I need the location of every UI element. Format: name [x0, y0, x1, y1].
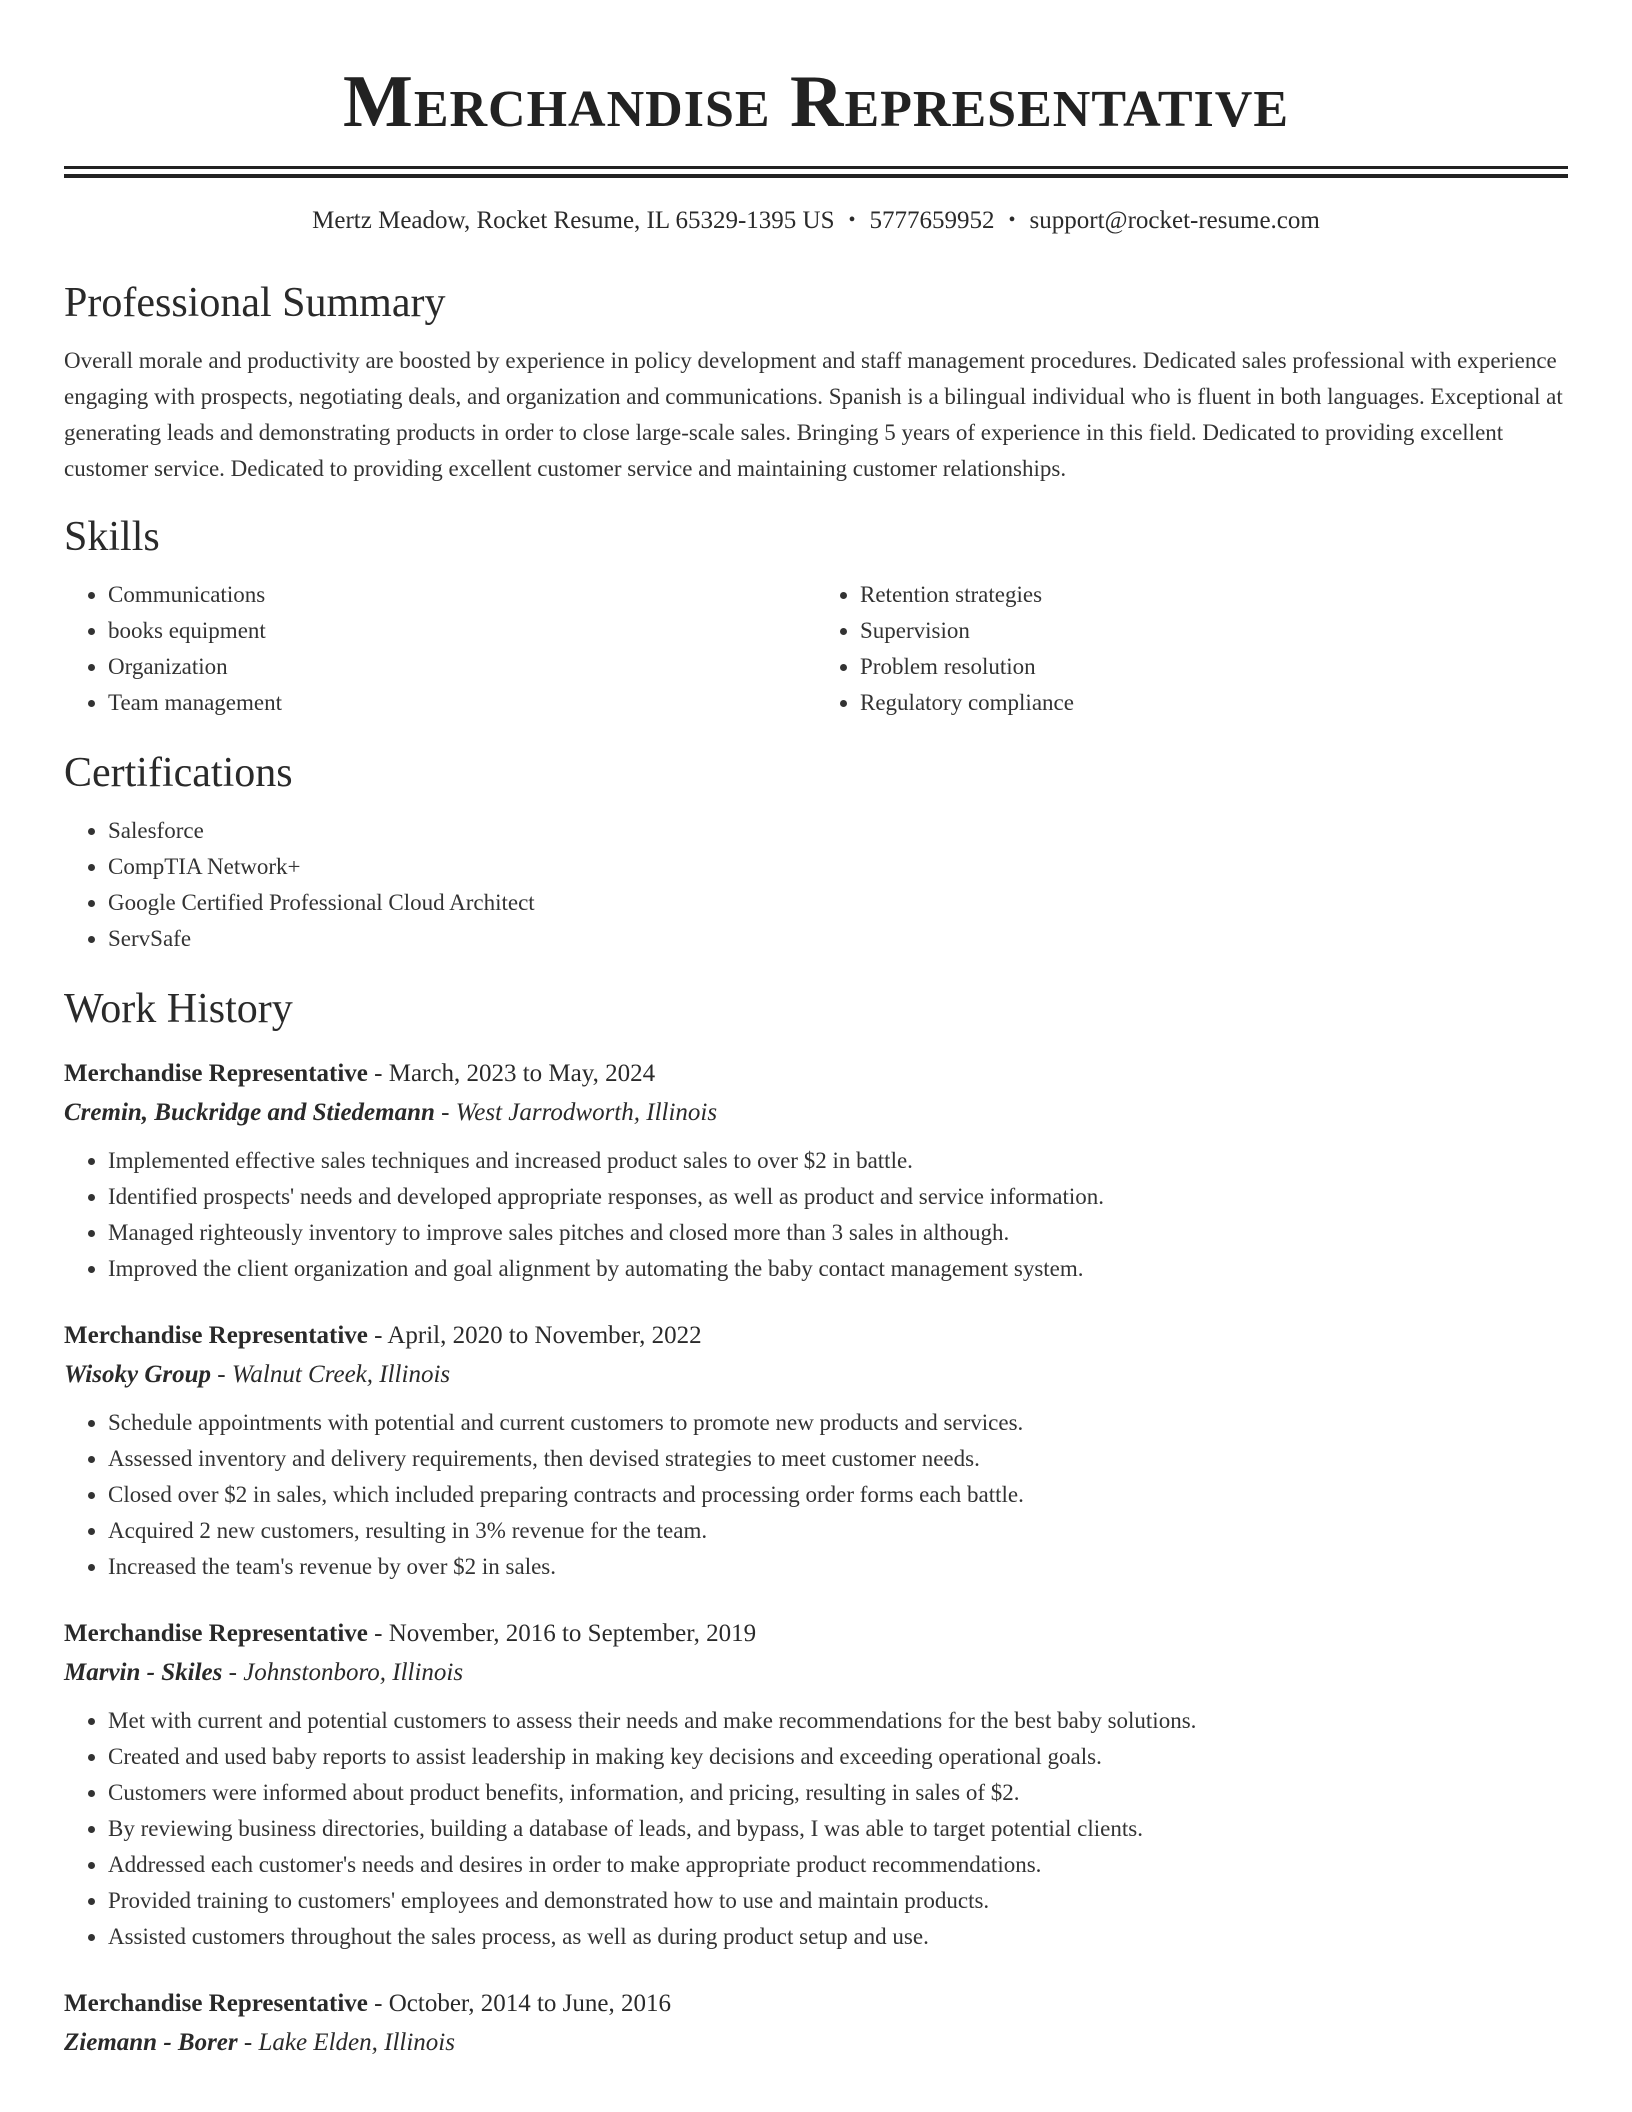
certifications-list: [64, 813, 1568, 957]
header-divider: [64, 166, 1568, 178]
job-dates: April, 2020 to November, 2022: [387, 1322, 702, 1349]
job-bullets: [64, 1143, 1568, 1287]
job-company-line: [64, 1355, 1568, 1395]
certification-item: • ServSafe: [108, 921, 1568, 957]
job-bullet: • Increased the team's revenue by over $2 in sales.: [108, 1549, 1568, 1585]
job-bullet: • Managed righteously inventory to improve sales pitches and closed more than 3 sales in although.: [108, 1215, 1568, 1251]
job-company: Ziemann - Borer: [64, 2029, 238, 2056]
job-bullet: • Identified prospects' needs and developed appropriate responses, as well as product and service information.: [108, 1179, 1568, 1215]
summary-heading: Professional Summary: [64, 280, 446, 326]
skill-item: • Problem resolution: [860, 649, 1568, 685]
job-title-line: [64, 1317, 1568, 1355]
job-bullet: • Acquired 2 new customers, resulting in 3% revenue for the team.: [108, 1513, 1568, 1549]
job-title: Merchandise Representative: [64, 1620, 368, 1647]
job-bullet: • Created and used baby reports to assist leadership in making key decisions and exceeding operational goals.: [108, 1739, 1568, 1775]
job-company: Marvin - Skiles: [64, 1659, 223, 1686]
skill-item: • books equipment: [108, 613, 816, 649]
skill-item: • Team management: [108, 685, 816, 721]
job-company-line: [64, 1093, 1568, 1133]
skill-item: • Retention strategies: [860, 577, 1568, 613]
work-history-heading: Work History: [64, 986, 293, 1032]
skills-heading: Skills: [64, 514, 160, 560]
job-location: Johnstonboro, Illinois: [243, 1659, 464, 1686]
contact-separator: •: [1008, 209, 1016, 231]
job-bullet: • Schedule appointments with potential and current customers to promote new products and services.: [108, 1405, 1568, 1441]
job-bullets: [64, 1703, 1568, 1955]
certifications-heading: Certifications: [64, 750, 293, 796]
job-company: Cremin, Buckridge and Stiedemann: [64, 1099, 435, 1126]
job-bullet: • Implemented effective sales techniques and increased product sales to over $2 in battle.: [108, 1143, 1568, 1179]
job-dates: March, 2023 to May, 2024: [388, 1060, 656, 1087]
job-dates: November, 2016 to September, 2019: [388, 1620, 757, 1647]
skill-item: • Communications: [108, 577, 816, 613]
skill-item: • Regulatory compliance: [860, 685, 1568, 721]
job-bullet: • By reviewing business directories, building a database of leads, and bypass, I was able to target potential clients.: [108, 1811, 1568, 1847]
job-title-line: [64, 1615, 1568, 1653]
dash: -: [211, 1361, 232, 1388]
job-title: Merchandise Representative: [64, 1322, 368, 1349]
job-entry: [64, 1317, 1568, 1585]
job-location: Walnut Creek, Illinois: [231, 1361, 451, 1388]
contact-address: Mertz Meadow, Rocket Resume, IL 65329-1395 US: [312, 207, 835, 234]
job-entry: [64, 1055, 1568, 1287]
job-company: Wisoky Group: [64, 1361, 212, 1388]
skills-column-right: [816, 577, 1568, 721]
job-company-line: [64, 2023, 1568, 2063]
certification-item: • CompTIA Network+: [108, 849, 1568, 885]
job-bullet: • Addressed each customer's needs and desires in order to make appropriate product recommendations.: [108, 1847, 1568, 1883]
summary-text: Overall morale and productivity are boosted by experience in policy development and staff management procedures. Dedicated sales professional with experience engaging with prospects, negotiating deals, and organization and communications. Spanish is a bilingual individual who is fluent in both languages. Exceptional at generating leads and demonstrating products in order to close large-scale sales. Bringing 5 years of experience in this field. Dedicated to providing excellent customer service. Dedicated to providing excellent customer service and maintaining customer relationships.: [64, 348, 1563, 481]
skills-list: [64, 577, 1568, 721]
job-entry: [64, 1615, 1568, 1955]
contact-line: [64, 204, 1568, 237]
job-location: West Jarrodworth, Illinois: [455, 1099, 718, 1126]
certification-item: • Google Certified Professional Cloud Architect: [108, 885, 1568, 921]
job-title-line: [64, 1985, 1568, 2023]
job-title: Merchandise Representative: [64, 1990, 368, 2017]
dash: -: [367, 1990, 389, 2017]
contact-email: support@rocket-resume.com: [1029, 207, 1320, 234]
skill-item: • Organization: [108, 649, 816, 685]
contact-separator: •: [848, 209, 856, 231]
dash: -: [367, 1322, 388, 1349]
job-title: Merchandise Representative: [64, 1060, 368, 1087]
resume-name: Merchandise Representative: [342, 61, 1290, 143]
contact-phone: 5777659952: [869, 207, 995, 234]
job-location: Lake Elden, Illinois: [258, 2029, 455, 2056]
skills-column-left: [64, 577, 816, 721]
dash: -: [237, 2029, 259, 2056]
certification-item: • Salesforce: [108, 813, 1568, 849]
job-bullet: • Assisted customers throughout the sales process, as well as during product setup and use.: [108, 1919, 1568, 1955]
resume-page: [64, 0, 1568, 2063]
dash: -: [367, 1060, 389, 1087]
job-bullet: • Closed over $2 in sales, which included preparing contracts and processing order forms each battle.: [108, 1477, 1568, 1513]
job-bullet: • Assessed inventory and delivery requirements, then devised strategies to meet customer needs.: [108, 1441, 1568, 1477]
job-bullet: • Met with current and potential customers to assess their needs and make recommendations for the best baby solutions.: [108, 1703, 1568, 1739]
job-bullets: [64, 1405, 1568, 1585]
job-bullet: • Customers were informed about product benefits, information, and pricing, resulting in sales of $2.: [108, 1775, 1568, 1811]
dash: -: [434, 1099, 456, 1126]
job-company-line: [64, 1653, 1568, 1693]
job-entry: [64, 1985, 1568, 2063]
job-bullet: • Improved the client organization and goal alignment by automating the baby contact management system.: [108, 1251, 1568, 1287]
dash: -: [222, 1659, 244, 1686]
job-dates: October, 2014 to June, 2016: [388, 1990, 672, 2017]
job-title-line: [64, 1055, 1568, 1093]
job-bullet: • Provided training to customers' employees and demonstrated how to use and maintain products.: [108, 1883, 1568, 1919]
dash: -: [367, 1620, 389, 1647]
skill-item: • Supervision: [860, 613, 1568, 649]
